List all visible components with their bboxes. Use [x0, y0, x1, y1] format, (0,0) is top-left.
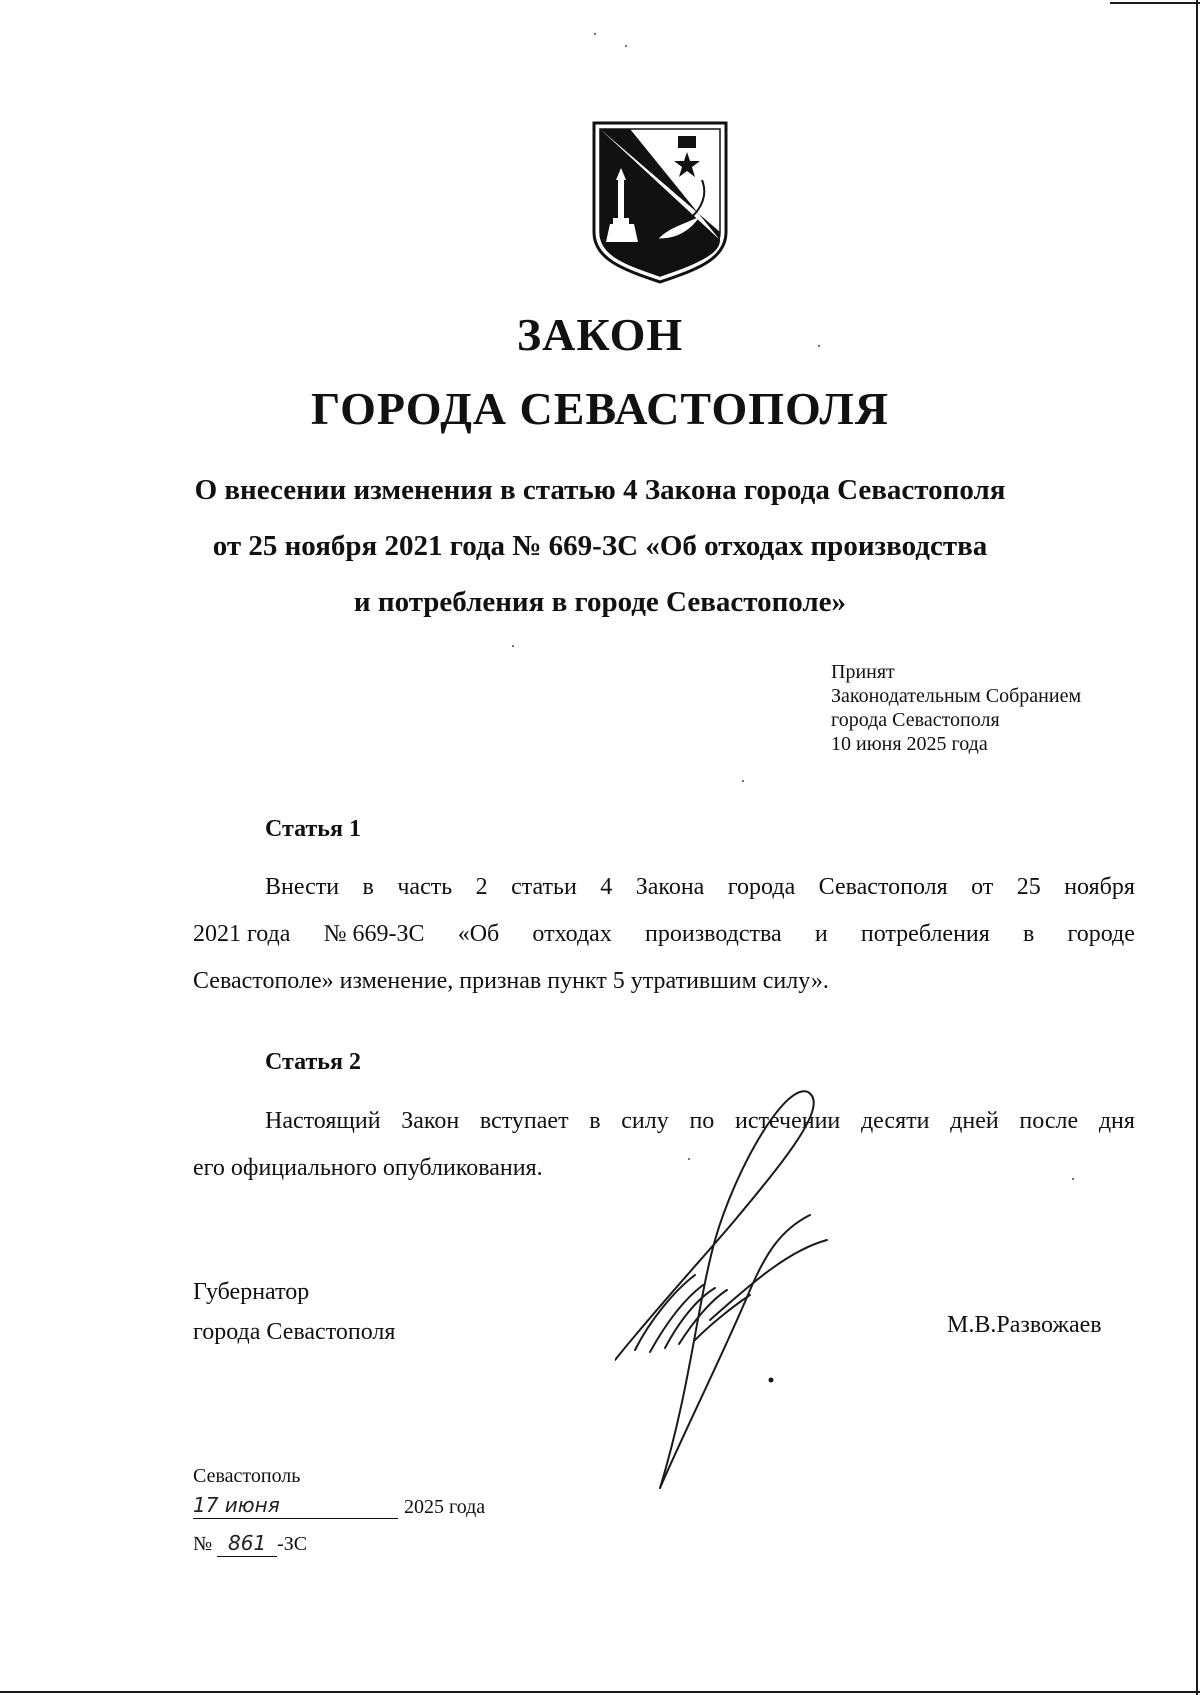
law-subject-line: О внесении изменения в статью 4 Закона города Севастополя: [194, 474, 1006, 506]
body-word: от: [971, 874, 994, 900]
signatory-title: [193, 1272, 395, 1352]
scan-edge-bottom: [0, 1691, 1200, 1693]
handwritten-law-number: 861: [217, 1530, 277, 1557]
article-1-body: [193, 864, 1135, 1005]
handwritten-signature: [615, 1090, 895, 1500]
law-number-prefix: №: [193, 1533, 213, 1555]
signing-year: 2025 года: [404, 1496, 486, 1518]
body-word: потребления: [860, 921, 990, 947]
body-word: Настоящий: [265, 1108, 381, 1134]
body-word: десяти: [860, 1108, 930, 1134]
body-word: 4: [600, 874, 613, 900]
body-word: Закон: [401, 1108, 460, 1134]
law-number-suffix: -ЗС: [277, 1533, 308, 1555]
body-word: отходах: [532, 921, 612, 947]
scan-speck: [594, 33, 596, 35]
signatory-title-line: города Севастополя: [193, 1319, 396, 1345]
body-word: Закона: [635, 874, 705, 900]
handwritten-date: 17 июня: [193, 1492, 398, 1519]
adoption-line: города Севастополя: [831, 709, 1000, 731]
body-word: истечении: [734, 1108, 841, 1134]
scan-edge-top: [1110, 2, 1200, 4]
signatory-name: М.В.Развожаев: [947, 1312, 1102, 1338]
body-word: производства: [645, 921, 782, 947]
body-word: его официального опубликования.: [193, 1155, 543, 1181]
signatory-title-line: Губернатор: [193, 1279, 310, 1305]
adoption-line: Законодательным Собранием: [831, 685, 1082, 707]
body-word: городе: [1067, 921, 1135, 947]
signing-city: Севастополь: [193, 1465, 301, 1487]
body-word: и: [814, 921, 828, 947]
signing-date: [193, 1492, 485, 1524]
body-word: 2: [475, 874, 488, 900]
body-word: 2021 года: [193, 921, 291, 947]
body-word: после: [1019, 1108, 1079, 1134]
body-word: дня: [1098, 1108, 1135, 1134]
body-word: по: [689, 1108, 715, 1134]
body-word: статьи: [511, 874, 577, 900]
law-subject: [150, 462, 1050, 630]
body-word: в: [589, 1108, 601, 1134]
sevastopol-coat-of-arms-icon: [590, 120, 730, 285]
body-word: в: [362, 874, 374, 900]
body-word: Севастополя: [818, 874, 948, 900]
law-number: [193, 1530, 485, 1557]
document-title: ЗАКОН: [516, 309, 684, 360]
law-subject-line: от 25 ноября 2021 года № 669-ЗС «Об отходах производства: [212, 530, 988, 562]
body-word: часть: [397, 874, 453, 900]
body-word: «Об: [457, 921, 500, 947]
scan-speck: [625, 45, 627, 47]
body-word: вступает: [479, 1108, 569, 1134]
body-word: силу: [621, 1108, 669, 1134]
document-title-city: ГОРОДА СЕВАСТОПОЛЯ: [310, 383, 890, 434]
body-word: Внести: [265, 874, 340, 900]
body-word: дней: [950, 1108, 999, 1134]
body-word: № 669-ЗС: [323, 921, 425, 947]
adoption-note: [831, 660, 1081, 756]
adoption-line: Принят: [831, 661, 895, 683]
article-1-heading: Статья 1: [265, 816, 361, 842]
article-1-line: [193, 864, 1135, 911]
body-word: Севастополе» изменение, признав пункт 5 утратившим силу».: [193, 968, 829, 994]
article-2-heading: Статья 2: [265, 1049, 361, 1075]
law-registration: [193, 1462, 485, 1557]
scan-edge-right: [1196, 0, 1198, 1695]
body-word: ноября: [1064, 874, 1135, 900]
body-word: в: [1022, 921, 1035, 947]
article-1-line: [193, 911, 1135, 958]
article-1-line: [193, 958, 1135, 1005]
body-word: города: [727, 874, 796, 900]
scan-speck: [512, 645, 514, 647]
body-word: 25: [1016, 874, 1041, 900]
adoption-date: 10 июня 2025 года: [831, 733, 988, 755]
scan-speck: [742, 780, 744, 782]
law-subject-line: и потребления в городе Севастополе»: [353, 586, 847, 618]
